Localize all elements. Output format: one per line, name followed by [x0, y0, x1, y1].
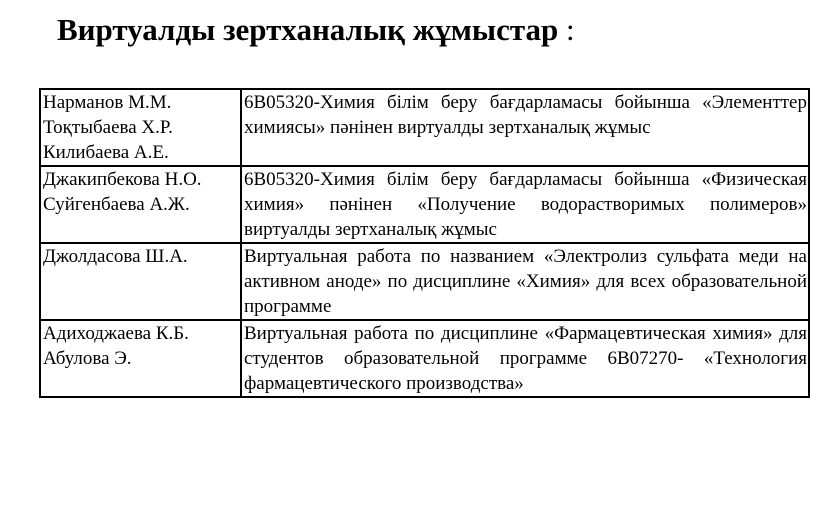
table-row: [40, 166, 809, 243]
table-row: [40, 320, 809, 397]
authors-cell: [40, 89, 241, 166]
author-name: Абулова Э.: [43, 348, 132, 369]
description-cell: Виртуальная работа по дисциплине «Фармацевтическая химия» для студентов образовательной программе 6В07270- «Технология фармацевтического производства»: [241, 320, 809, 397]
author-name: Нарманов М.М.: [43, 92, 172, 113]
description-cell: Виртуальная работа по названием «Электролиз сульфата меди на активном аноде» по дисциплине «Химия» для всех образовательной программе: [241, 243, 809, 320]
virtual-labs-table: [39, 88, 810, 398]
author-name: Килибаева А.Е.: [43, 142, 169, 163]
page-title-text: Виртуалды зертханалық жұмыстар: [57, 12, 559, 47]
page-title: [57, 10, 575, 50]
description-cell: 6В05320-Химия білім беру бағдарламасы бойынша «Элементтер химиясы» пәнінен виртуалды зертханалық жұмыс: [241, 89, 809, 166]
author-name: Джакипбекова Н.О.: [43, 169, 202, 190]
table-row: [40, 89, 809, 166]
description-cell: 6В05320-Химия білім беру бағдарламасы бойынша «Физическая химия» пәнінен «Получение водорастворимых полимеров» виртуалды зертханалық жұмыс: [241, 166, 809, 243]
authors-cell: [40, 166, 241, 243]
author-name: Адиходжаева К.Б.: [43, 323, 189, 344]
authors-cell: [40, 243, 241, 320]
table-row: [40, 243, 809, 320]
page-title-colon: :: [565, 12, 575, 47]
author-name: Суйгенбаева А.Ж.: [43, 194, 190, 215]
author-name: Джолдасова Ш.А.: [43, 246, 188, 267]
authors-cell: [40, 320, 241, 397]
author-name: Тоқтыбаева Х.Р.: [43, 117, 173, 138]
